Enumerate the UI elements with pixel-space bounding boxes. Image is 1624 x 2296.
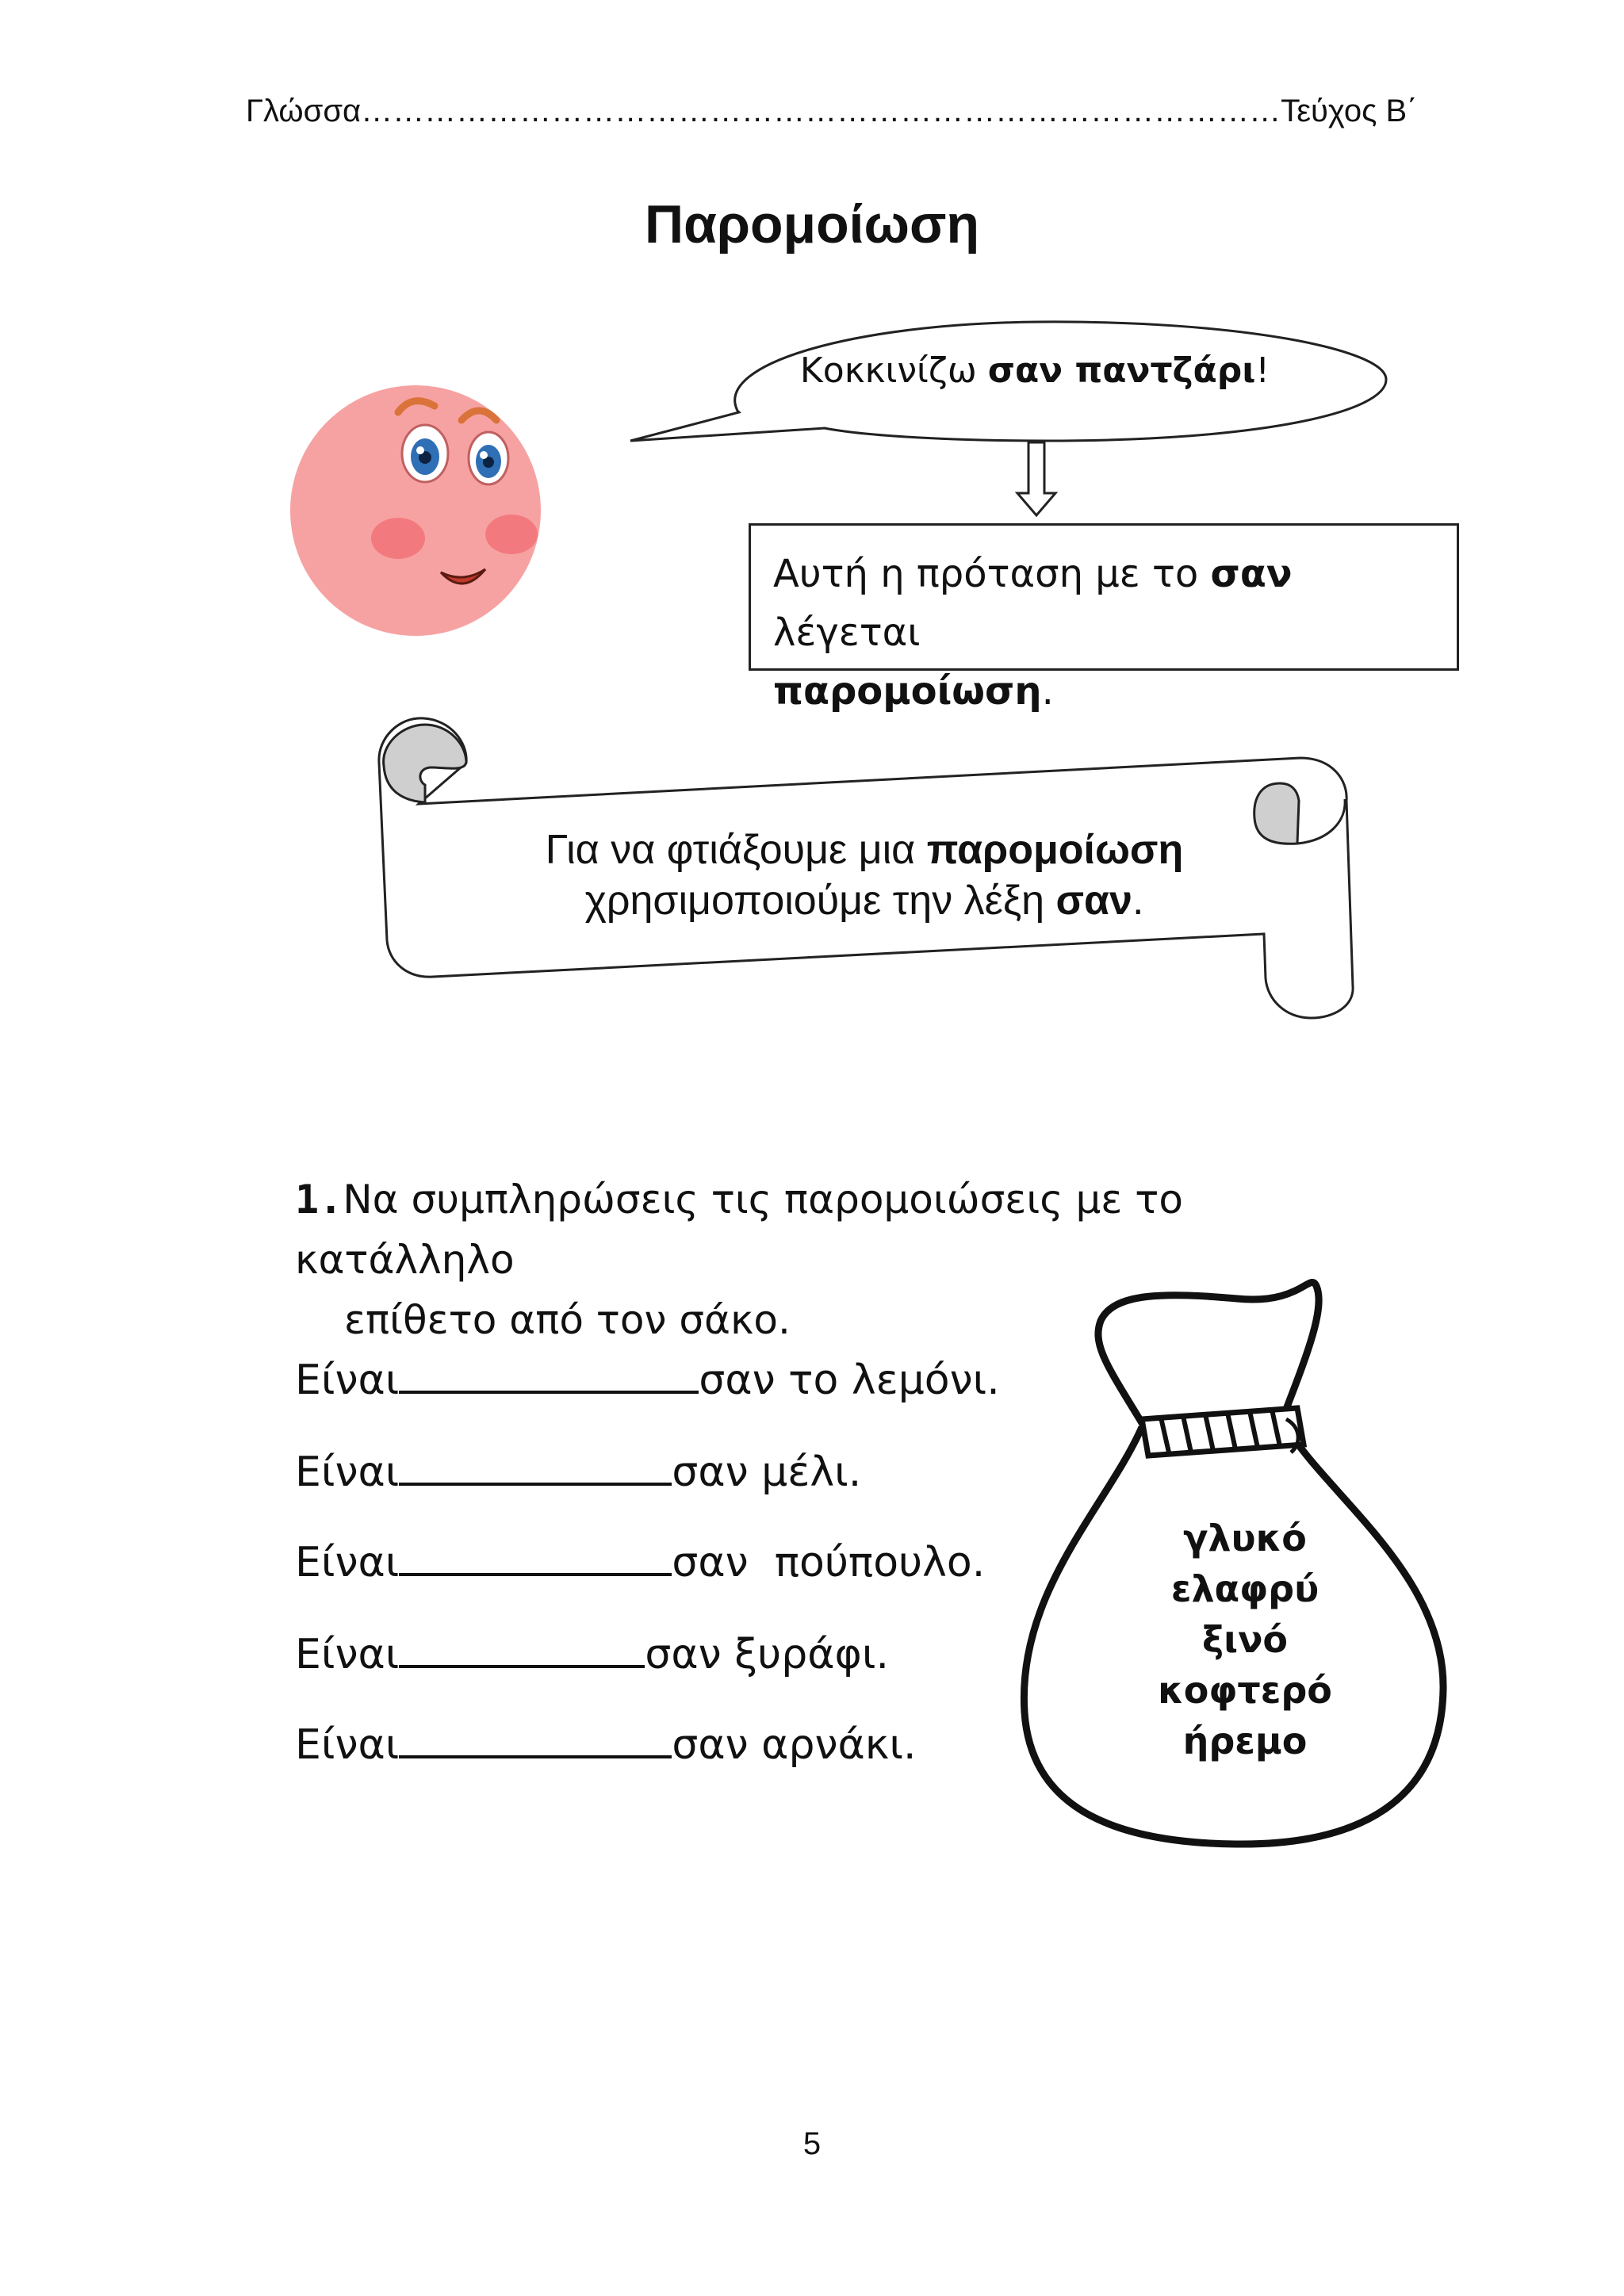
exercise-row — [295, 1356, 1000, 1404]
answer-blank[interactable] — [399, 1356, 699, 1394]
exercise-row — [295, 1448, 861, 1496]
definition-term: παρομοίωση — [773, 669, 1042, 714]
sack-word: ήρεμο — [1182, 1720, 1308, 1762]
row-end: σαν μέλι. — [672, 1448, 862, 1496]
row-end: σαν το λεμόνι. — [699, 1357, 1000, 1404]
row-start: Είναι — [295, 1721, 400, 1769]
exercise-instruction — [295, 1169, 1405, 1350]
answer-blank[interactable] — [399, 1448, 672, 1486]
definition-box — [749, 523, 1459, 714]
answer-blank[interactable] — [399, 1538, 672, 1576]
sack-word: ελαφρύ — [1170, 1567, 1320, 1610]
smiley-face-icon — [290, 385, 541, 636]
header-dots: …………………………………………………………………………… — [361, 94, 1281, 128]
speech-text: Κοκκινίζω — [799, 350, 988, 391]
page-number: 5 — [802, 2126, 822, 2161]
row-start: Είναι — [295, 1357, 400, 1404]
scroll-line2-bold: σαν — [1055, 878, 1132, 924]
down-arrow-icon — [1017, 442, 1055, 515]
scroll-line2-end: . — [1132, 878, 1144, 924]
speech-bubble-text — [694, 350, 1376, 391]
exercise-row — [295, 1630, 889, 1678]
row-end: σαν πούπουλο. — [672, 1539, 986, 1586]
sack-word: γλυκό — [1183, 1517, 1307, 1559]
row-end: σαν ξυράφι. — [645, 1631, 889, 1678]
definition-keyword: σαν — [1210, 552, 1293, 596]
row-start: Είναι — [295, 1631, 400, 1678]
answer-blank[interactable] — [399, 1720, 672, 1758]
exercise-number: 1. — [295, 1177, 343, 1223]
instruction-line2: επίθετο από τον σάκο. — [344, 1297, 791, 1343]
scroll-line2: χρησιμοποιούμε την λέξη — [584, 878, 1056, 924]
definition-period: . — [1041, 669, 1054, 714]
header-volume: Τεύχος Β΄ — [1281, 94, 1418, 128]
scroll-text — [396, 825, 1332, 926]
exercise-row — [295, 1538, 985, 1586]
sack-word: ξινό — [1201, 1618, 1289, 1661]
answer-blank[interactable] — [399, 1630, 645, 1668]
row-start: Είναι — [295, 1448, 400, 1496]
exercise-row — [295, 1720, 917, 1769]
sack-word-list — [1126, 1513, 1364, 1766]
scroll-line1-bold: παρομοίωση — [926, 827, 1184, 873]
page-title: Παρομοίωση — [644, 194, 980, 254]
speech-text-bold: σαν παντζάρι — [987, 350, 1256, 391]
speech-text-end: ! — [1255, 350, 1270, 391]
row-start: Είναι — [295, 1539, 400, 1586]
definition-text: Αυτή η πρόταση με το — [773, 552, 1211, 596]
definition-text-mid: λέγεται — [773, 610, 921, 655]
row-end: σαν αρνάκι. — [672, 1721, 917, 1769]
scroll-line1: Για να φτιάξουμε μια — [545, 827, 927, 873]
sack-word: κοφτερό — [1158, 1669, 1332, 1712]
instruction-line1: Να συμπληρώσεις τις παρομοιώσεις με το κατάλληλο — [295, 1177, 1183, 1283]
header-subject: Γλώσσα — [246, 94, 362, 128]
